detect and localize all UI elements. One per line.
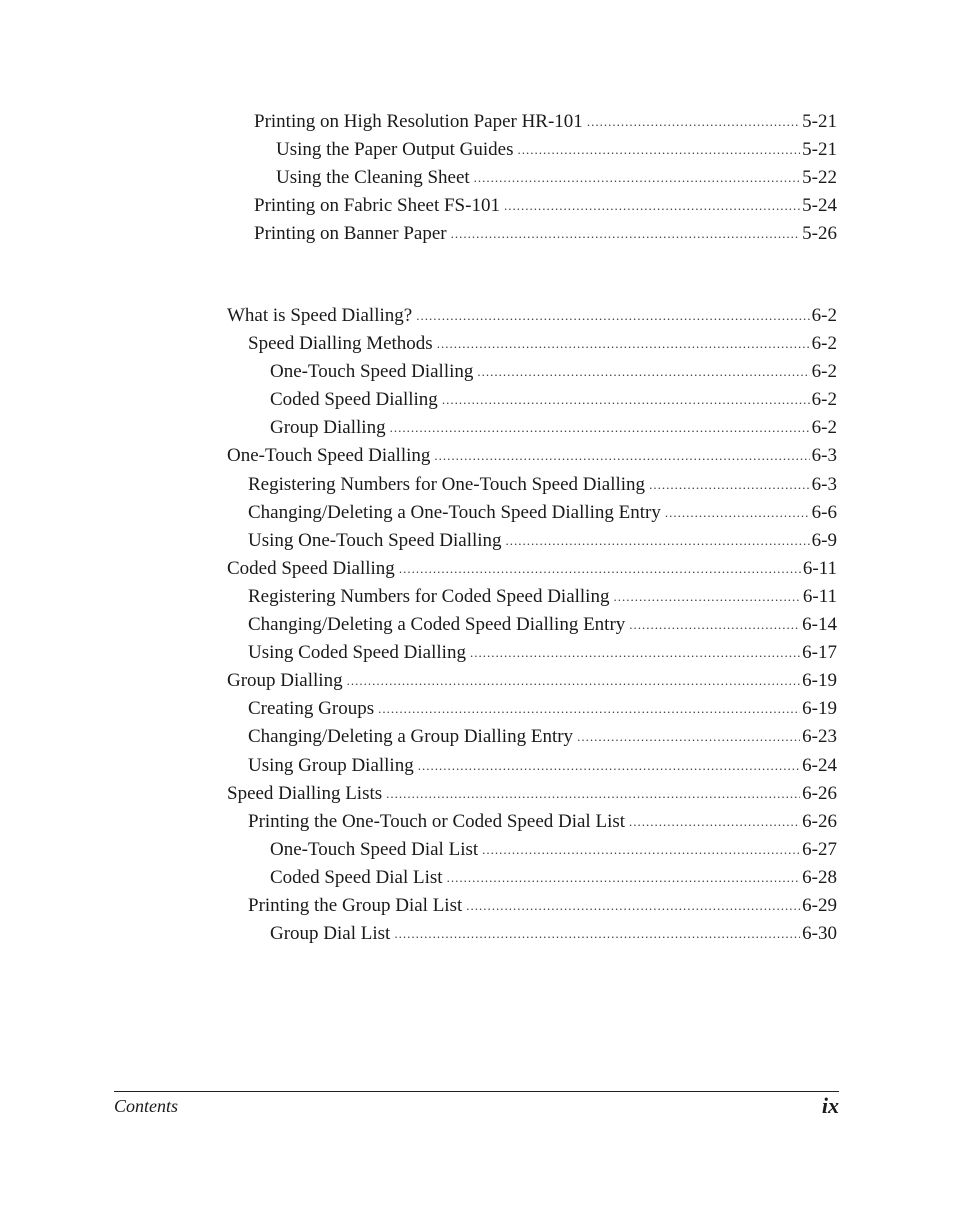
toc-entry-title: Using One-Touch Speed Dialling	[248, 529, 502, 551]
toc-entry[interactable]	[227, 136, 837, 164]
toc-entry-page: 6-11	[802, 585, 837, 607]
toc-dot-leader	[482, 836, 800, 864]
toc-entry-title: Changing/Deleting a Coded Speed Dialling Entry	[248, 614, 626, 636]
footer-section-label: Contents	[114, 1096, 179, 1116]
toc-entry-page: 6-2	[811, 389, 837, 411]
toc-dot-leader	[390, 414, 810, 442]
toc-entry-title: One-Touch Speed Dialling	[270, 361, 474, 383]
toc-entry[interactable]	[227, 386, 837, 414]
toc-entry-page: 6-2	[811, 333, 837, 355]
toc-entry-page: 5-22	[802, 167, 837, 189]
toc-dot-leader	[504, 192, 800, 220]
toc-entry[interactable]	[227, 892, 837, 920]
toc-entry[interactable]	[227, 723, 837, 751]
toc-entry-page: 5-21	[802, 139, 837, 161]
toc-entry-title: Using Group Dialling	[248, 754, 414, 776]
toc-entry-title: Group Dialling	[227, 670, 343, 692]
toc-entry-page: 6-14	[802, 614, 837, 636]
toc-dot-leader	[477, 358, 809, 386]
toc-entry[interactable]	[227, 414, 837, 442]
toc-entry-page: 6-2	[811, 361, 837, 383]
toc-entry-page: 6-2	[811, 305, 837, 326]
toc-entry-title: Printing the Group Dial List	[248, 894, 463, 916]
toc-entry[interactable]	[227, 164, 837, 192]
toc-entry[interactable]	[227, 780, 837, 808]
toc-entry-title: Group Dialling	[270, 417, 386, 439]
toc-entry-title: One-Touch Speed Dial List	[270, 838, 479, 860]
toc-entry[interactable]	[227, 836, 837, 864]
toc-dot-leader	[416, 302, 809, 330]
toc-entry-title: Coded Speed Dial List	[270, 866, 443, 888]
toc-entry[interactable]	[227, 358, 837, 386]
toc-entry-title: Changing/Deleting a One-Touch Speed Dialling Entry	[248, 501, 661, 523]
toc-entry-page: 6-23	[802, 726, 837, 748]
toc-entry-page: 6-29	[802, 894, 837, 916]
toc-dot-leader	[506, 527, 810, 555]
toc-dot-leader	[399, 555, 801, 583]
toc-entry[interactable]	[227, 808, 837, 836]
toc-entry-page: 6-27	[802, 838, 837, 860]
toc-dot-leader	[447, 864, 801, 892]
toc-entry-title: Printing on Fabric Sheet FS-101	[254, 195, 500, 217]
toc-entry-title: Coded Speed Dialling	[227, 557, 395, 579]
toc-entry-title: Printing the One-Touch or Coded Speed Dial List	[248, 810, 626, 832]
toc-entry-title: Using Coded Speed Dialling	[248, 642, 466, 664]
toc-dot-leader	[470, 639, 800, 667]
toc-entry[interactable]	[227, 499, 837, 527]
toc-entry-title: Speed Dialling Lists	[227, 782, 383, 804]
toc-entry-title: Registering Numbers for Coded Speed Dialling	[248, 585, 610, 607]
toc-entry[interactable]	[227, 864, 837, 892]
toc-entry-page: 6-28	[802, 866, 837, 888]
toc-entry[interactable]	[227, 527, 837, 555]
toc-entry-title: Creating Groups	[248, 698, 375, 720]
toc-dot-leader	[434, 442, 809, 470]
toc-entry[interactable]	[227, 555, 837, 583]
toc-dot-leader	[474, 164, 801, 192]
toc-dot-leader	[665, 499, 810, 527]
toc-entry-page: 6-24	[802, 754, 837, 776]
toc-entry[interactable]	[227, 442, 837, 470]
toc-dot-leader	[418, 752, 800, 780]
toc-entry[interactable]	[227, 752, 837, 780]
toc-entry-title: Printing on High Resolution Paper HR-101	[254, 111, 583, 132]
toc-entry-title: Using the Cleaning Sheet	[276, 167, 470, 189]
toc-section-speed-dialling	[227, 302, 837, 948]
toc-dot-leader	[587, 108, 800, 136]
toc-entry-page: 5-26	[802, 223, 837, 245]
toc-entry[interactable]	[227, 695, 837, 723]
toc-entry-page: 6-17	[802, 642, 837, 664]
toc-entry-title: Printing on Banner Paper	[254, 223, 447, 245]
toc-entry-page: 6-3	[811, 445, 837, 467]
toc-dot-leader	[466, 892, 800, 920]
toc-entry[interactable]	[227, 220, 837, 248]
toc-dot-leader	[629, 808, 800, 836]
toc-entry-page: 5-21	[802, 111, 837, 132]
toc-dot-leader	[378, 695, 800, 723]
toc-entry[interactable]	[227, 471, 837, 499]
toc-dot-leader	[613, 583, 800, 611]
toc-entry-page: 6-19	[802, 670, 837, 692]
toc-entry-title: One-Touch Speed Dialling	[227, 445, 431, 467]
toc-entry-page: 6-3	[811, 473, 837, 495]
toc-entry-title: Speed Dialling Methods	[248, 333, 433, 355]
toc-entry-page: 6-26	[802, 810, 837, 832]
toc-entry-title: Changing/Deleting a Group Dialling Entry	[248, 726, 574, 748]
toc-entry-page: 6-6	[811, 501, 837, 523]
toc-entry-page: 6-11	[802, 557, 837, 579]
toc-entry[interactable]	[227, 302, 837, 330]
toc-entry-page: 6-9	[811, 529, 837, 551]
toc-entry-page: 6-2	[811, 417, 837, 439]
toc-dot-leader	[517, 136, 800, 164]
footer-page-number: ix	[821, 1093, 839, 1118]
toc-entry[interactable]	[227, 108, 837, 136]
toc-entry-title: What is Speed Dialling?	[227, 305, 413, 326]
toc-entry[interactable]	[227, 192, 837, 220]
toc-dot-leader	[437, 330, 810, 358]
toc-entry[interactable]	[227, 583, 837, 611]
toc-entry-page: 6-26	[802, 782, 837, 804]
toc-entry-title: Group Dial List	[270, 923, 391, 945]
toc-dot-leader	[386, 780, 800, 808]
toc-dot-leader	[442, 386, 810, 414]
toc-entry-page: 5-24	[802, 195, 837, 217]
toc-dot-leader	[347, 667, 801, 695]
toc-entry-title: Using the Paper Output Guides	[276, 139, 514, 161]
toc-dot-leader	[394, 920, 800, 948]
toc-dot-leader	[577, 723, 800, 751]
toc-entry-page: 6-19	[802, 698, 837, 720]
toc-entry[interactable]	[227, 920, 837, 948]
toc-section-continued	[227, 108, 837, 248]
toc-entry[interactable]	[227, 330, 837, 358]
toc-entry-title: Registering Numbers for One-Touch Speed Dialling	[248, 473, 646, 495]
toc-dot-leader	[451, 220, 801, 248]
toc-entry[interactable]	[227, 667, 837, 695]
toc-entry[interactable]	[227, 611, 837, 639]
footer-divider	[114, 1091, 839, 1092]
toc-dot-leader	[649, 471, 810, 499]
toc-dot-leader	[629, 611, 800, 639]
toc-entry[interactable]	[227, 639, 837, 667]
toc-entry-page: 6-30	[802, 923, 837, 945]
toc-entry-title: Coded Speed Dialling	[270, 389, 438, 411]
